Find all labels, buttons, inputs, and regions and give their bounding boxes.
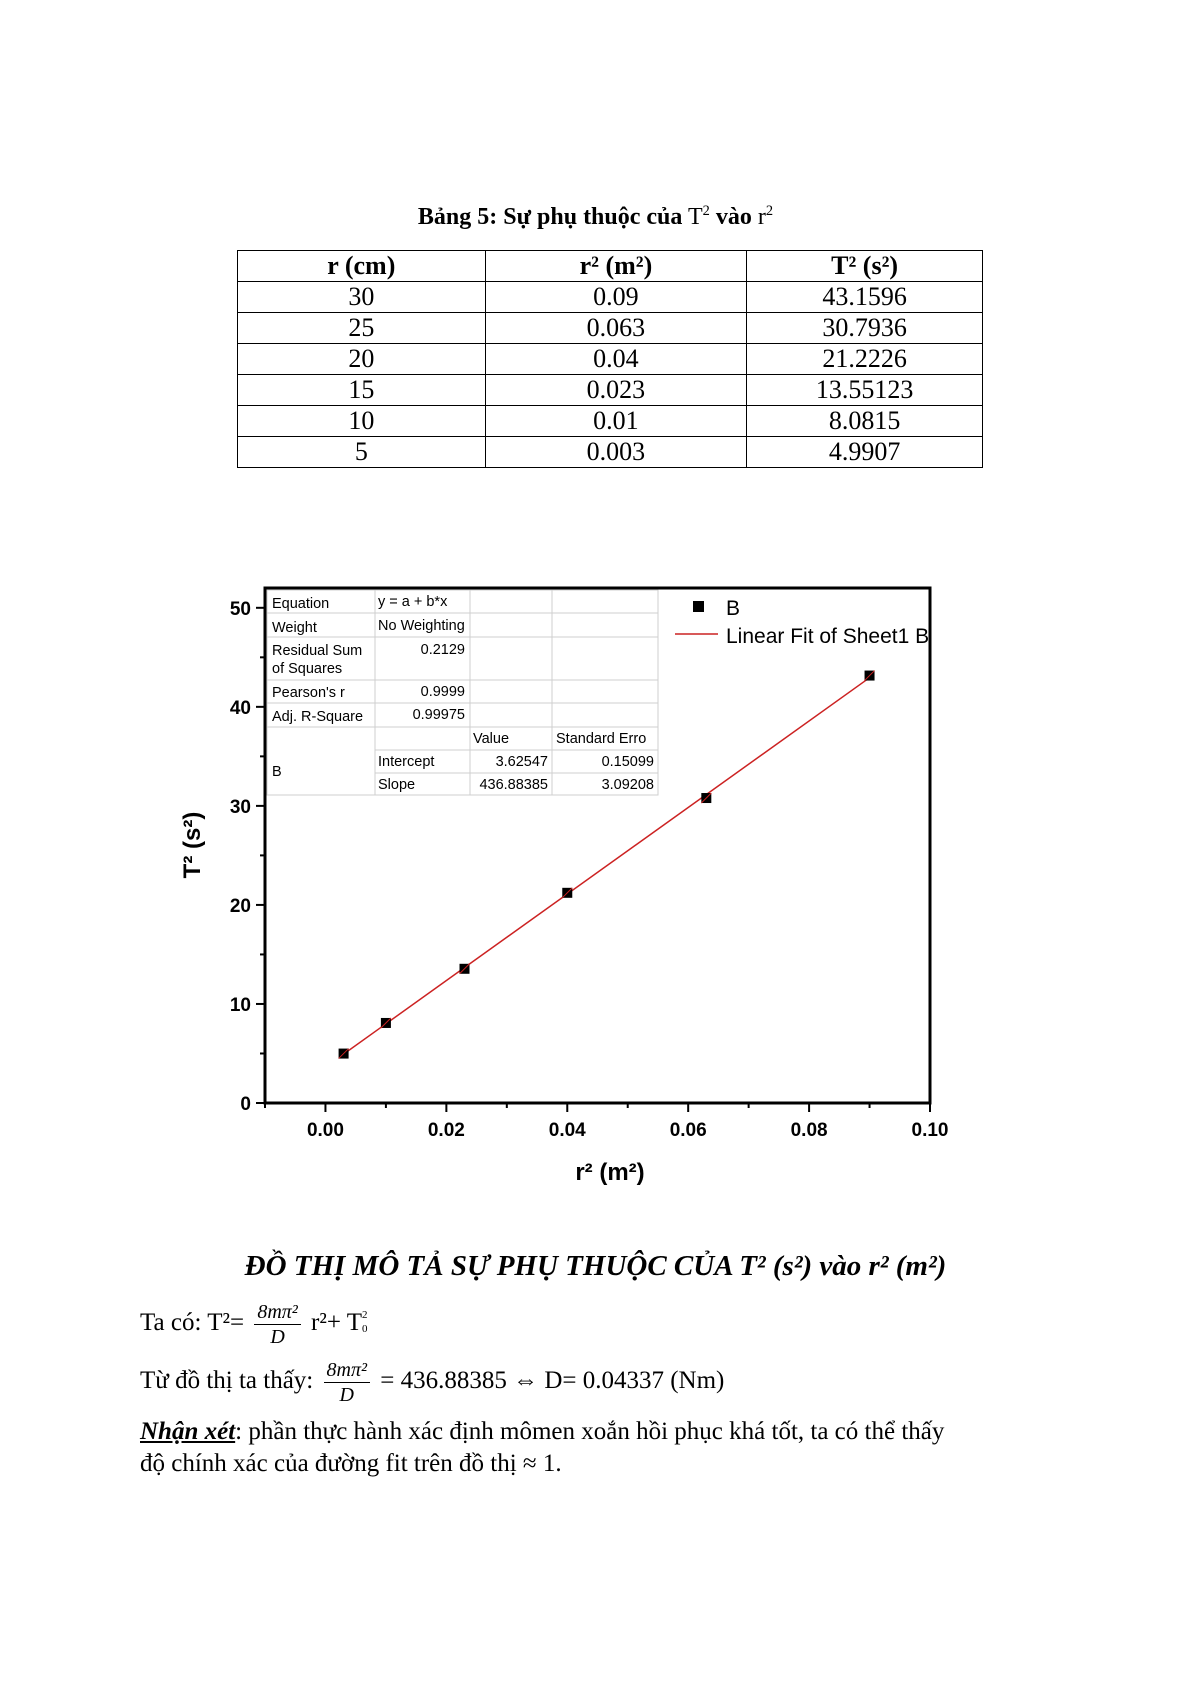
caption-mid: vào bbox=[715, 204, 752, 230]
remark-line-1 bbox=[140, 1418, 944, 1446]
result-numerator: 8mπ² bbox=[324, 1358, 370, 1383]
legend-marker bbox=[693, 601, 704, 612]
result-intro: Từ đồ thị ta thấy: bbox=[140, 1367, 314, 1395]
caption-text: Bảng 5: Sự phụ thuộc của bbox=[417, 204, 683, 230]
result-fraction bbox=[324, 1358, 370, 1407]
table-cell: 0.023 bbox=[485, 375, 747, 406]
stats-equation: y = a + b*x bbox=[378, 594, 448, 610]
x-tick-label: 0.10 bbox=[911, 1120, 949, 1141]
table-cell: 30 bbox=[238, 282, 486, 313]
y-axis bbox=[230, 599, 265, 1115]
y-tick-label: 10 bbox=[229, 994, 251, 1016]
result-line bbox=[140, 1358, 724, 1407]
table-header-row bbox=[238, 251, 983, 282]
table-cell: 0.063 bbox=[485, 313, 747, 344]
chart-title: ĐỒ THỊ MÔ TẢ SỰ PHỤ THUỘC CỦA T² (s²) vào r² (m²) bbox=[244, 1250, 947, 1282]
table-cell: 25 bbox=[238, 313, 486, 344]
stats-rss-label-2: of Squares bbox=[272, 661, 343, 677]
table-cell: 4.9907 bbox=[747, 437, 983, 468]
formula-t0-sub: 0 bbox=[362, 1323, 368, 1336]
formula-tail: r²+ T bbox=[311, 1309, 363, 1337]
remark-line-2 bbox=[140, 1450, 562, 1478]
table-row bbox=[238, 406, 983, 437]
table-row bbox=[238, 344, 983, 375]
remark-text-2: độ chính xác của đường fit trên đồ thị ≈ 1. bbox=[140, 1450, 562, 1477]
formula-numerator: 8mπ² bbox=[254, 1300, 300, 1325]
stats-table bbox=[267, 590, 658, 795]
formula-denominator: D bbox=[270, 1326, 285, 1348]
stats-weight: No Weighting bbox=[378, 618, 465, 634]
stats-group: B bbox=[272, 764, 282, 780]
table-row bbox=[238, 313, 983, 344]
legend-fit: Linear Fit of Sheet1 B bbox=[726, 625, 930, 648]
header-T-squared: T² (s²) bbox=[747, 251, 983, 282]
y-tick-label: 0 bbox=[240, 1094, 251, 1115]
caption-T: T bbox=[687, 204, 703, 230]
caption-r: r bbox=[757, 204, 766, 230]
table-row bbox=[238, 375, 983, 406]
x-tick-label: 0.00 bbox=[306, 1120, 344, 1141]
table-row bbox=[238, 437, 983, 468]
table-cell: 20 bbox=[238, 344, 486, 375]
x-axis-title: r² (m²) bbox=[575, 1159, 645, 1186]
stats-rss-label-1: Residual Sum bbox=[272, 643, 363, 659]
stats-adjr: 0.99975 bbox=[412, 707, 465, 723]
y-tick-label: 30 bbox=[229, 796, 251, 818]
table-cell: 15 bbox=[238, 375, 486, 406]
table-cell: 0.04 bbox=[485, 344, 747, 375]
x-tick-label: 0.02 bbox=[427, 1120, 465, 1141]
y-tick-label: 20 bbox=[229, 895, 251, 917]
table-cell: 30.7936 bbox=[747, 313, 983, 344]
stats-slope-label: Slope bbox=[378, 777, 416, 793]
table-cell: 43.1596 bbox=[747, 282, 983, 313]
remark-text-1: : phần thực hành xác định mômen xoắn hồi phục khá tốt, ta có thể thấy bbox=[235, 1418, 945, 1445]
stats-stderr-header: Standard Erro bbox=[556, 731, 647, 747]
y-tick-label: 40 bbox=[229, 697, 251, 719]
header-r: r (cm) bbox=[238, 251, 486, 282]
result-denominator: D bbox=[339, 1384, 354, 1406]
x-tick-label: 0.08 bbox=[790, 1120, 828, 1141]
remark-label: Nhận xét bbox=[140, 1418, 236, 1445]
stats-adjr-label: Adj. R-Square bbox=[272, 709, 364, 725]
table-caption: Bảng 5: Sự phụ thuộc của $T^2$ vào $r^2$ bbox=[417, 203, 774, 230]
legend bbox=[675, 597, 929, 648]
stats-pearson: 0.9999 bbox=[420, 684, 465, 700]
table-cell: 21.2226 bbox=[747, 344, 983, 375]
x-tick-label: 0.06 bbox=[669, 1120, 707, 1141]
stats-value-header: Value bbox=[473, 731, 510, 747]
y-axis-title: T² (s²) bbox=[179, 811, 206, 879]
data-table bbox=[237, 250, 983, 468]
stats-slope-err: 3.09208 bbox=[601, 777, 654, 793]
stats-intercept-err: 0.15099 bbox=[601, 754, 654, 770]
stats-intercept-value: 3.62547 bbox=[495, 754, 548, 770]
table-cell: 8.0815 bbox=[747, 406, 983, 437]
table-row bbox=[238, 282, 983, 313]
stats-slope-value: 436.88385 bbox=[479, 777, 548, 793]
table-cell: 13.55123 bbox=[747, 375, 983, 406]
header-r-squared: r² (m²) bbox=[485, 251, 747, 282]
stats-intercept-label: Intercept bbox=[378, 754, 435, 770]
x-axis bbox=[265, 1103, 948, 1141]
table-cell: 0.09 bbox=[485, 282, 747, 313]
table-cell: 5 bbox=[238, 437, 486, 468]
formula-intro: Ta có: T²= bbox=[140, 1309, 245, 1337]
formula-t0-sup: 2 bbox=[362, 1309, 368, 1322]
formula-fraction bbox=[254, 1300, 300, 1349]
table-cell: 0.003 bbox=[485, 437, 747, 468]
stats-pearson-label: Pearson's r bbox=[272, 685, 345, 701]
table-cell: 0.01 bbox=[485, 406, 747, 437]
stats-rss: 0.2129 bbox=[420, 642, 465, 658]
legend-series: B bbox=[726, 597, 741, 620]
stats-weight-label: Weight bbox=[272, 620, 317, 636]
formula-line bbox=[140, 1300, 370, 1349]
result-tail: = 436.88385 ⇔ D= 0.04337 (Nm) bbox=[380, 1367, 725, 1395]
scatter-chart bbox=[170, 580, 970, 1200]
y-tick-label: 50 bbox=[229, 598, 251, 620]
x-tick-label: 0.04 bbox=[548, 1120, 586, 1141]
table-cell: 10 bbox=[238, 406, 486, 437]
stats-equation-label: Equation bbox=[272, 596, 330, 612]
